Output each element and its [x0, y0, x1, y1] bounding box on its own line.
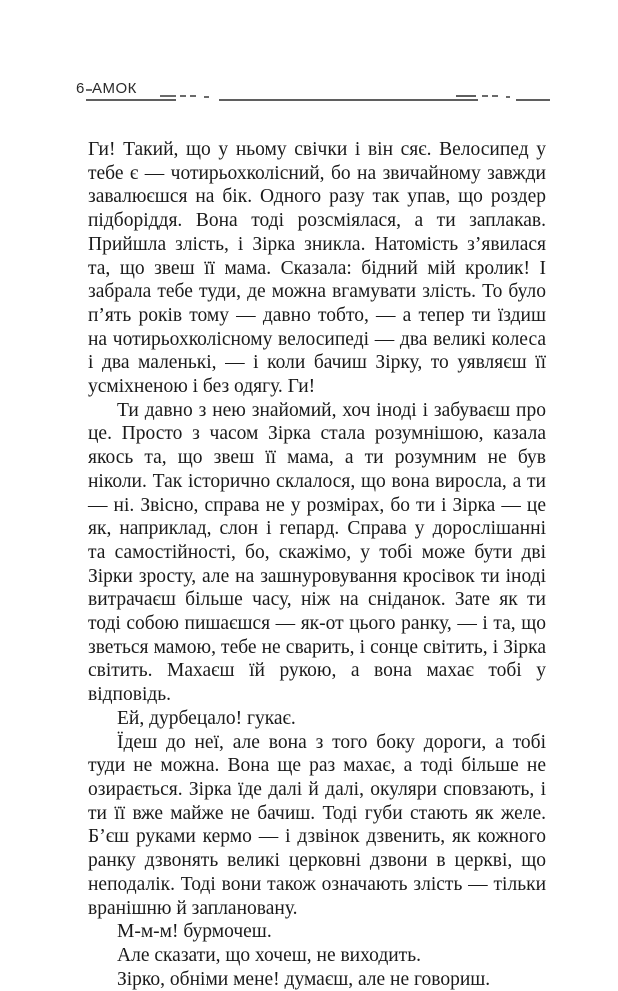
paragraph-5: М-м-м! бурмочеш.	[117, 921, 272, 943]
running-head	[76, 80, 550, 110]
running-head-title: АМОК	[92, 80, 137, 97]
paragraph-6: Але сказати, що хочеш, не виходить.	[117, 944, 421, 966]
paragraph-2: Ти давно з нею знайомий, хоч іноді і забуваєш про це. Просто з часом Зірка стала розумнішою, казала якось та, що звеш її мама, а ти розумним не був ніколи. Так історично склалося, що вона виросла, а ти — ні. Звісно, справа не у розмірах, бо ти і Зірка — це як, наприклад, слон і гепард. Справа у дорослішанні та самостійності, бо, скажімо, у тобі може бути дві Зірки зросту, але на зашнуровування кросівок ти іноді витрачаєш більше часу, ніж на сніданок. Зате як ти тоді собою пишаєшся — як-от цього ранку, — і та, що зветься мамою, тебе не сварить, і сонце світить, і Зірка світить. Махаєш їй рукою, а вона махає тобі у відповідь.	[88, 399, 546, 706]
paragraph-4: Їдеш до неї, але вона з того боку дороги, а тобі туди не можна. Вона ще раз махає, а тоді більше не озирається. Зірка їде далі й далі, окуляри сповзають, і ти її вже майже не бачиш. Тоді губи стають як желе. Б’єш руками кермо — і дзвінок дзвенить, як кожного ранку дзвонять великі церковні дзвони в церкві, що неподалік. Тоді вони також означають злість — тільки вранішню й заплановану.	[88, 731, 546, 919]
paragraph-1: Ги! Такий, що у ньому свічки і він сяє. Велосипед у тебе є — чотирьохколісний, бо на звичайному завжди завалюєшся на бік. Одного разу так упав, що роздер підборіддя. Вона тоді розсміялася, а ти заплакав. Прийшла злість, і Зірка зникла. Натомість з’явилася та, що звеш її мама. Сказала: бідний мій кролик! І забрала тебе туди, де можна вгамувати злість. То було п’ять років тому — давно тобто, — а тепер ти їздиш на чотирьохколісному велосипеді — два великі колеса і два маленькі, — і коли бачиш Зірку, то уявляєш її усміхненою і без одягу. Ги!	[88, 139, 546, 398]
paragraph-7: Зірко, обніми мене! думаєш, але не говориш.	[117, 968, 491, 990]
page-number: 6	[76, 80, 85, 97]
paragraph-3: Ей, дурбецало! гукає.	[117, 707, 296, 729]
running-head-rule	[76, 80, 550, 110]
body-text	[88, 138, 546, 991]
